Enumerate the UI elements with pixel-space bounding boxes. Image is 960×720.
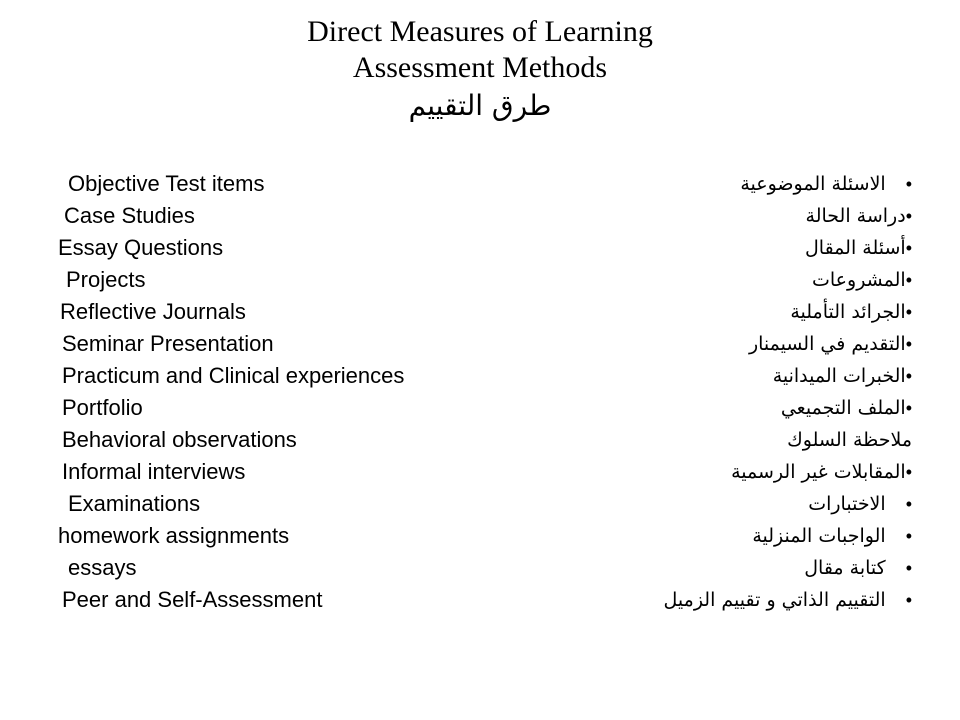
method-english: Seminar Presentation (62, 331, 274, 356)
list-item (0, 232, 960, 264)
method-arabic-wrap (805, 232, 912, 264)
method-arabic-wrap (787, 424, 912, 456)
method-english: Projects (66, 267, 146, 292)
method-arabic-wrap (790, 296, 912, 328)
bullet-icon: • (905, 462, 912, 482)
method-english: homework assignments (58, 523, 290, 548)
method-arabic-wrap (664, 584, 912, 616)
list-item (0, 520, 960, 552)
method-arabic: الاسئلة الموضوعية (740, 173, 886, 195)
list-item (0, 584, 960, 616)
list-item (0, 264, 960, 296)
method-arabic: أسئلة المقال (804, 237, 906, 259)
method-english: Informal interviews (62, 459, 246, 484)
method-arabic-wrap (773, 360, 912, 392)
method-arabic: التقييم الذاتي و تقييم الزميل (663, 589, 886, 611)
method-english: Examinations (68, 491, 201, 516)
method-arabic: المقابلات غير الرسمية (731, 461, 906, 483)
list-item (0, 424, 960, 456)
bullet-icon: • (905, 174, 912, 194)
method-arabic-wrap (804, 552, 912, 584)
list-item (0, 552, 960, 584)
bullet-icon: • (905, 366, 912, 386)
bullet-icon: • (905, 398, 912, 418)
method-arabic: الخبرات الميدانية (772, 365, 906, 387)
method-arabic-wrap (749, 328, 912, 360)
method-english: Objective Test items (68, 171, 265, 196)
bullet-icon: • (905, 558, 912, 578)
list-item (0, 200, 960, 232)
title-arabic: طرق التقييم (408, 89, 552, 122)
method-english: Peer and Self-Assessment (62, 587, 323, 612)
method-arabic: المشروعات (812, 269, 906, 291)
method-arabic: كتابة مقال (804, 557, 886, 579)
bullet-icon: • (905, 206, 912, 226)
bullet-icon: • (905, 494, 912, 514)
bullet-icon: • (905, 590, 912, 610)
list-item (0, 488, 960, 520)
method-arabic-wrap (808, 488, 912, 520)
method-english: Practicum and Clinical experiences (62, 363, 405, 388)
bullet-icon: • (905, 270, 912, 290)
method-arabic: دراسة الحالة (805, 205, 906, 227)
list-item (0, 360, 960, 392)
title-line-1: Direct Measures of Learning (307, 15, 653, 48)
bullet-icon: • (905, 238, 912, 258)
method-arabic: الجرائد التأملية (790, 301, 906, 323)
list-item (0, 456, 960, 488)
method-arabic: الاختبارات (808, 493, 886, 515)
method-arabic: الواجبات المنزلية (752, 525, 886, 547)
bullet-icon: • (905, 334, 912, 354)
method-english: Case Studies (64, 203, 195, 228)
method-arabic-wrap (806, 200, 912, 232)
slide-title (0, 14, 960, 126)
method-arabic: ملاحظة السلوك (787, 429, 912, 451)
method-arabic-wrap (752, 520, 912, 552)
method-arabic-wrap (740, 168, 912, 200)
title-line-2: Assessment Methods (352, 51, 608, 84)
method-arabic-wrap (781, 392, 912, 424)
method-english: essays (68, 555, 137, 580)
assessment-methods-list (0, 168, 960, 616)
list-item (0, 296, 960, 328)
method-english: Essay Questions (58, 235, 224, 260)
bullet-icon: • (905, 302, 912, 322)
method-arabic: الملف التجميعي (780, 397, 906, 419)
list-item (0, 168, 960, 200)
method-arabic-wrap (812, 264, 912, 296)
method-arabic-wrap (731, 456, 912, 488)
method-english: Reflective Journals (60, 299, 246, 324)
method-english: Portfolio (62, 395, 143, 420)
method-english: Behavioral observations (62, 427, 297, 452)
bullet-icon: • (905, 526, 912, 546)
list-item (0, 328, 960, 360)
method-arabic: التقديم في السيمنار (748, 333, 906, 355)
list-item (0, 392, 960, 424)
